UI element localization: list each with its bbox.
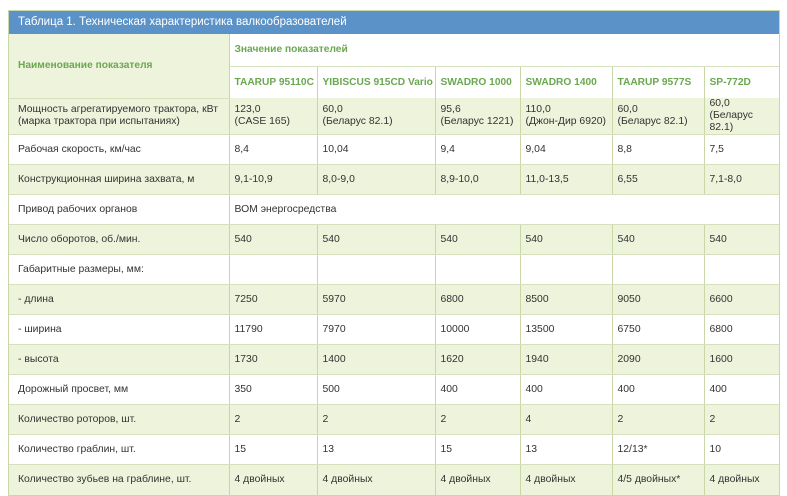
value-cell (520, 98, 612, 135)
value-cell: 8500 (520, 285, 612, 315)
value-cell: 12/13* (612, 435, 704, 465)
value-cell: 11,0-13,5 (520, 165, 612, 195)
value-cell: 540 (520, 225, 612, 255)
row-label: - длина (9, 285, 229, 315)
value-cell: 540 (229, 225, 317, 255)
row-label: Рабочая скорость, км/час (9, 135, 229, 165)
row-label: - высота (9, 345, 229, 375)
value-cell: 540 (612, 225, 704, 255)
table-row (9, 195, 779, 225)
table-row (9, 165, 779, 195)
value-cell: 8,4 (229, 135, 317, 165)
table-row (9, 98, 779, 135)
value-cell: 7250 (229, 285, 317, 315)
spec-table-panel (8, 10, 780, 496)
value-cell: 15 (435, 435, 520, 465)
value-line: (Беларус 82.1) (617, 116, 688, 127)
value-cell: 1730 (229, 345, 317, 375)
value-cell: 1400 (317, 345, 435, 375)
table-row (9, 405, 779, 435)
value-cell: 400 (612, 375, 704, 405)
value-cell: 1600 (704, 345, 779, 375)
model-header: SWADRO 1400 (520, 66, 612, 98)
table-row (9, 255, 779, 285)
value-cell (435, 255, 520, 285)
value-cell: 400 (435, 375, 520, 405)
value-cell: 1620 (435, 345, 520, 375)
value-cell: 13 (520, 435, 612, 465)
value-line: 60,0 (322, 104, 343, 115)
value-cell: 8,8 (612, 135, 704, 165)
value-line: (Джон-Дир 6920) (525, 116, 607, 127)
value-line: 123,0 (234, 104, 261, 115)
value-cell: 540 (317, 225, 435, 255)
value-cell: 9,04 (520, 135, 612, 165)
table-row (9, 285, 779, 315)
value-cell (612, 255, 704, 285)
value-cell (435, 98, 520, 135)
value-cell: 4 двойных (520, 465, 612, 495)
value-cell: 5970 (317, 285, 435, 315)
value-line: (CASE 165) (234, 116, 290, 127)
values-group-header: Значение показателей (229, 34, 779, 66)
value-cell: 10 (704, 435, 779, 465)
value-cell: 7,1-8,0 (704, 165, 779, 195)
value-cell: 7,5 (704, 135, 779, 165)
value-cell: 9,4 (435, 135, 520, 165)
value-cell (317, 98, 435, 135)
value-cell: 10000 (435, 315, 520, 345)
value-cell: 8,0-9,0 (317, 165, 435, 195)
value-line: 60,0 (617, 104, 638, 115)
value-cell: 10,04 (317, 135, 435, 165)
model-header: YIBISCUS 915CD Vario (317, 66, 435, 98)
value-cell: 7970 (317, 315, 435, 345)
value-cell: 8,9-10,0 (435, 165, 520, 195)
value-cell: 9050 (612, 285, 704, 315)
row-label: Количество зубьев на граблине, шт. (9, 465, 229, 495)
value-cell (704, 255, 779, 285)
value-cell: 350 (229, 375, 317, 405)
value-cell (229, 255, 317, 285)
value-cell (704, 98, 779, 135)
value-cell: 4 двойных (704, 465, 779, 495)
table-row (9, 465, 779, 495)
value-cell (612, 98, 704, 135)
model-header: SWADRO 1000 (435, 66, 520, 98)
value-cell: 2 (704, 405, 779, 435)
value-cell: 6800 (704, 315, 779, 345)
value-cell: 400 (704, 375, 779, 405)
table-row (9, 435, 779, 465)
value-line: 60,0 (709, 98, 730, 109)
value-cell: 4 (520, 405, 612, 435)
value-cell (317, 255, 435, 285)
table-row (9, 375, 779, 405)
value-cell: 2090 (612, 345, 704, 375)
param-name-header: Наименование показателя (9, 34, 229, 98)
value-cell: 15 (229, 435, 317, 465)
row-label: Число оборотов, об./мин. (9, 225, 229, 255)
value-cell (520, 255, 612, 285)
value-cell: 4 двойных (229, 465, 317, 495)
value-cell: 2 (612, 405, 704, 435)
value-line: (Беларус 82.1) (322, 116, 393, 127)
spec-table (9, 34, 779, 495)
value-cell: 4 двойных (435, 465, 520, 495)
value-cell: 6,55 (612, 165, 704, 195)
model-header: TAARUP 95110C (229, 66, 317, 98)
value-line: 110,0 (525, 104, 551, 115)
value-line: 95,6 (440, 104, 461, 115)
row-label: - ширина (9, 315, 229, 345)
value-cell: 11790 (229, 315, 317, 345)
row-label: Привод рабочих органов (9, 195, 229, 225)
merged-value-cell: ВОМ энергосредства (229, 195, 779, 225)
value-cell: 400 (520, 375, 612, 405)
row-label: Конструкционная ширина захвата, м (9, 165, 229, 195)
value-cell: 9,1-10,9 (229, 165, 317, 195)
value-cell: 6600 (704, 285, 779, 315)
value-cell: 1940 (520, 345, 612, 375)
value-cell: 4 двойных (317, 465, 435, 495)
value-cell: 13500 (520, 315, 612, 345)
table-row (9, 345, 779, 375)
value-line: (Беларус 1221) (440, 116, 514, 127)
value-cell: 2 (435, 405, 520, 435)
row-label: Мощность агрегатируемого трактора, кВт (марка трактора при испытаниях) (9, 98, 229, 135)
value-cell: 13 (317, 435, 435, 465)
value-cell: 6750 (612, 315, 704, 345)
table-row (9, 315, 779, 345)
table-row (9, 225, 779, 255)
model-header: TAARUP 9577S (612, 66, 704, 98)
table-title: Таблица 1. Техническая характеристика валкообразователей (9, 11, 779, 34)
value-cell: 500 (317, 375, 435, 405)
value-cell: 540 (435, 225, 520, 255)
value-cell: 6800 (435, 285, 520, 315)
table-row (9, 135, 779, 165)
row-label: Дорожный просвет, мм (9, 375, 229, 405)
row-label: Количество роторов, шт. (9, 405, 229, 435)
value-cell: 540 (704, 225, 779, 255)
value-cell: 2 (229, 405, 317, 435)
model-header: SP-772D (709, 76, 751, 88)
row-label: Габаритные размеры, мм: (9, 255, 229, 285)
value-cell: 4/5 двойных* (612, 465, 704, 495)
value-cell (229, 98, 317, 135)
value-line: (Беларус 82.1) (709, 110, 753, 133)
value-cell: 2 (317, 405, 435, 435)
row-label: Количество граблин, шт. (9, 435, 229, 465)
